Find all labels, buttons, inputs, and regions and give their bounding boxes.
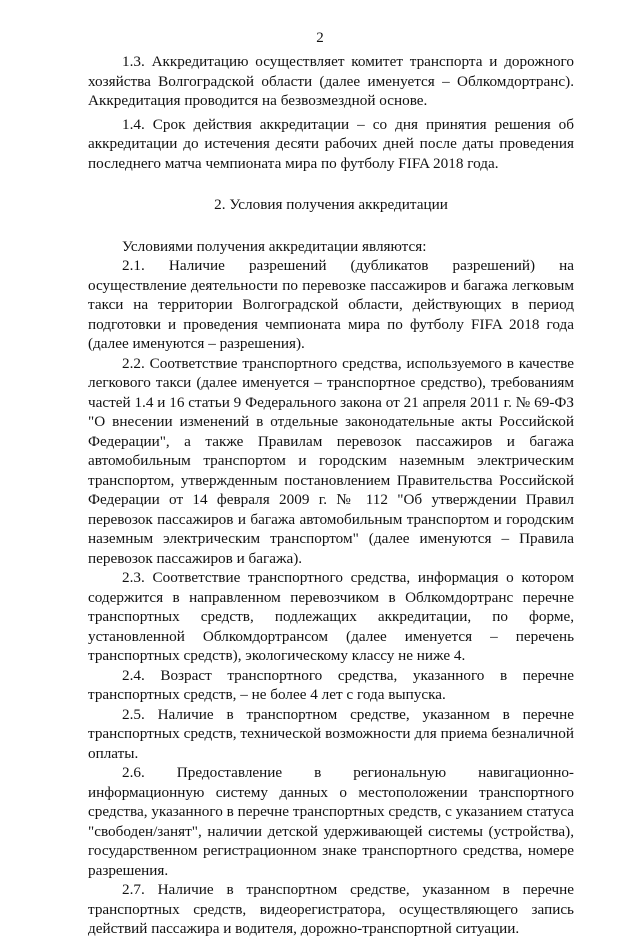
document-body (88, 52, 574, 939)
section-title: 2. Условия получения аккредитации (214, 196, 448, 213)
paragraph-2-3: 2.3. Соответствие транспортного средства, информация о котором содержится в направленном перевозчиком в Облкомдортранс перечне транспортных средств, подлежащих аккредитации, по форме, установленной Облкомдортрансом (далее именуется – перечень транспортных средств), экологическому классу не ниже 4. (88, 569, 574, 664)
paragraph-2-7: 2.7. Наличие в транспортном средстве, указанном в перечне транспортных средств, видеорегистратора, осуществляющего запись действий пассажира и водителя, дорожно-транспортной ситуации. (88, 881, 574, 937)
paragraph-2-6: 2.6. Предоставление в региональную навигационно-информационную систему данных о местоположении транспортного средства, указанного в перечне транспортных средств, с указанием статуса "свободен/занят", наличии детской удерживающей системы (устройства), государственном регистрационном знаке транспортного средства, номере разрешения. (88, 764, 574, 879)
paragraph-1-4: 1.4. Срок действия аккредитации – со дня принятия решения об аккредитации до истечения десяти рабочих дней после даты проведения последнего матча чемпионата мира по футболу FIFA 2018 года. (88, 115, 574, 172)
page-number: 2 (316, 30, 324, 46)
paragraph-2-4: 2.4. Возраст транспортного средства, указанного в перечне транспортных средств, – не более 4 лет с года выпуска. (88, 666, 574, 703)
paragraph-1-3: 1.3. Аккредитацию осуществляет комитет транспорта и дорожного хозяйства Волгоградской области (далее именуется – Облкомдортранс). Аккредитация проводится на безвозмездной основе. (88, 53, 574, 109)
paragraph-2-2: 2.2. Соответствие транспортного средства, используемого в качестве легкового такси (далее именуется – транспортное средство), требованиям частей 1.4 и 16 статьи 9 Федерального закона от 21 апреля 2011 г. № 69-ФЗ "О внесении изменений в отдельные законодательные акты Российской Федерации", а также Правилам перевозок пассажиров и багажа автомобильным транспортом и городским наземным электрическим транспортом, утвержденным постановлением Правительства Российской Федерации от 14 февраля 2009 г. № 112 "Об утверждении Правил перевозок пассажиров и багажа автомобильным транспортом и городским наземным электрическим транспортом" (далее именуются – Правила перевозок пассажиров и багажа). (88, 354, 574, 567)
paragraph-2-5: 2.5. Наличие в транспортном средстве, указанном в перечне транспортных средств, технической возможности для приема безналичной оплаты. (88, 705, 574, 762)
paragraph-2-1: 2.1. Наличие разрешений (дубликатов разрешений) на осуществление деятельности по перевозке пассажиров и багажа легковым такси на территории Волгоградской области, действующих в период подготовки и проведения чемпионата мира по футболу FIFA 2018 года (далее именуются – разрешения). (88, 257, 574, 352)
conditions-intro: Условиями получения аккредитации являются: (122, 237, 427, 255)
